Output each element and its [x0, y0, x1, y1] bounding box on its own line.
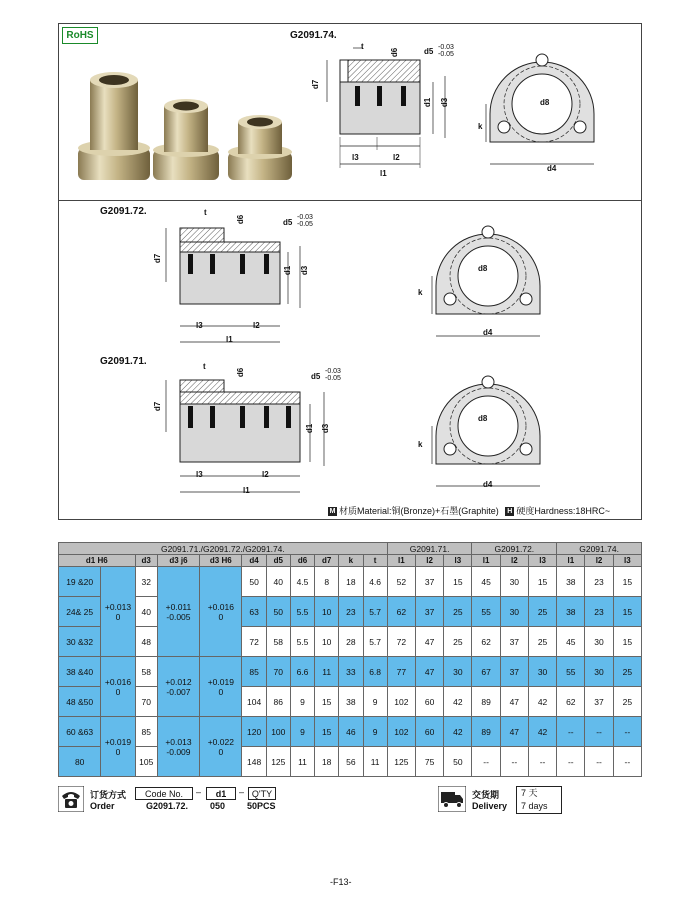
- cell-d1-tolerance: [101, 567, 135, 657]
- col-g72-l3: l3: [528, 555, 556, 567]
- table-row: [59, 717, 642, 747]
- cell-g71-l1: 125: [387, 747, 415, 777]
- dim-d7-g72: d7: [153, 253, 163, 264]
- delivery-days-en: 7 days: [521, 801, 548, 811]
- cell-d3: 58: [135, 657, 157, 687]
- cell-g72-l2: --: [500, 747, 528, 777]
- dim-d5-g72: d5: [283, 218, 293, 227]
- cell-g71-l1: 102: [387, 717, 415, 747]
- bushing-small-photo: [228, 115, 292, 180]
- spec-table-body: [59, 567, 642, 777]
- cell-d1-tolerance: [101, 657, 135, 717]
- cell-g72-l1: 89: [472, 717, 500, 747]
- cell-d1: 38 &40: [59, 657, 101, 687]
- cell-k: 38: [339, 687, 363, 717]
- cell-g71-l2: 37: [415, 567, 443, 597]
- cell-g71-l3: 30: [444, 657, 472, 687]
- dim-d6-g71: d6: [236, 367, 246, 378]
- material-h-icon: H: [507, 508, 513, 516]
- tol-upper: +0.012: [165, 676, 192, 687]
- cell-d6: 5.5: [290, 627, 314, 657]
- delivery-label-en: Delivery: [472, 801, 508, 811]
- cell-d4: 120: [242, 717, 266, 747]
- cell-g72-l3: --: [528, 747, 556, 777]
- order-dash-1: –: [196, 787, 202, 797]
- cell-g74-l1: 38: [557, 567, 585, 597]
- dim-d1-g71: d1: [305, 423, 315, 434]
- cell-g74-l2: --: [585, 717, 613, 747]
- cell-g72-l3: 15: [528, 567, 556, 597]
- cell-d3-h6-tolerance: [200, 717, 242, 777]
- dim-l2-g72: l2: [253, 321, 260, 330]
- dim-l3-g72: l3: [196, 321, 203, 330]
- cell-g71-l3: 42: [444, 687, 472, 717]
- cell-d1: 60 &63: [59, 717, 101, 747]
- dim-d6-g74: d6: [390, 47, 400, 58]
- cell-g71-l2: 47: [415, 627, 443, 657]
- cell-d5: 40: [266, 567, 290, 597]
- cell-k: 56: [339, 747, 363, 777]
- cell-g74-l2: 23: [585, 597, 613, 627]
- cell-g74-l3: 15: [613, 597, 641, 627]
- order-box-qty: Q'TY: [248, 787, 276, 800]
- cell-g71-l2: 47: [415, 657, 443, 687]
- cell-d3: 105: [135, 747, 157, 777]
- dim-d8-g74: d8: [540, 98, 550, 107]
- dim-k-g74: k: [478, 122, 483, 131]
- cell-k: 28: [339, 627, 363, 657]
- cell-d3-j6-tolerance: [157, 657, 199, 717]
- tol-upper: +0.019: [104, 736, 132, 747]
- col-d7: d7: [315, 555, 339, 567]
- tol-lower: 0: [115, 686, 121, 697]
- cell-g72-l1: 45: [472, 567, 500, 597]
- dim-l1-g71: l1: [243, 486, 250, 495]
- col-d5: d5: [266, 555, 290, 567]
- dim-d4-g71: d4: [483, 480, 493, 489]
- dim-l3-g71: l3: [196, 470, 203, 479]
- hardness-text: 硬度Hardness:18HRC~: [516, 506, 611, 516]
- cell-g72-l2: 37: [500, 627, 528, 657]
- product-photo: [68, 58, 308, 193]
- tol-upper-g72: -0.03: [297, 214, 313, 221]
- cell-d5: 125: [266, 747, 290, 777]
- dim-d3-g71: d3: [321, 423, 331, 434]
- cell-g74-l3: 15: [613, 627, 641, 657]
- cell-g72-l3: 42: [528, 687, 556, 717]
- tol-lower-g74: -0.05: [438, 51, 454, 58]
- cell-d5: 50: [266, 597, 290, 627]
- cell-d5: 86: [266, 687, 290, 717]
- cell-d4: 85: [242, 657, 266, 687]
- cell-d6: 6.6: [290, 657, 314, 687]
- drawing-code-g71: G2091.71.: [100, 356, 147, 367]
- cell-g72-l3: 25: [528, 597, 556, 627]
- cell-g74-l2: 30: [585, 657, 613, 687]
- cell-d3: 40: [135, 597, 157, 627]
- col-d3: d3: [135, 555, 157, 567]
- dim-d7-g74: d7: [311, 79, 321, 90]
- cell-d7: 18: [315, 747, 339, 777]
- cell-d4: 72: [242, 627, 266, 657]
- tol-upper: +0.016: [207, 601, 234, 612]
- bushing-medium-photo: [153, 99, 219, 180]
- cell-g74-l3: --: [613, 717, 641, 747]
- tol-upper: +0.016: [104, 676, 132, 687]
- table-row: [59, 567, 642, 597]
- cell-g71-l3: 50: [444, 747, 472, 777]
- cell-g72-l1: --: [472, 747, 500, 777]
- dim-d8-g71: d8: [478, 414, 488, 423]
- cell-d4: 63: [242, 597, 266, 627]
- order-example-d1: 050: [210, 801, 226, 811]
- col-g71-l2: l2: [415, 555, 443, 567]
- cell-g71-l3: 15: [444, 567, 472, 597]
- cell-g74-l3: 15: [613, 567, 641, 597]
- cell-t: 6.8: [363, 657, 387, 687]
- cell-d4: 50: [242, 567, 266, 597]
- cell-g72-l2: 37: [500, 657, 528, 687]
- table-row: [59, 597, 642, 627]
- section-drawing-g72: [160, 222, 335, 350]
- dim-t-g72: t: [204, 208, 207, 217]
- cell-g74-l3: --: [613, 747, 641, 777]
- cell-t: 11: [363, 747, 387, 777]
- cell-g72-l1: 89: [472, 687, 500, 717]
- order-example-code: G2091.72.: [146, 801, 189, 811]
- cell-d1: 30 &32: [59, 627, 101, 657]
- tol-lower: 0: [218, 611, 224, 622]
- dim-l1-g72: l1: [226, 335, 233, 344]
- cell-k: 33: [339, 657, 363, 687]
- cell-g71-l1: 52: [387, 567, 415, 597]
- cell-g74-l1: 45: [557, 627, 585, 657]
- cell-d3-j6-tolerance: [157, 717, 199, 777]
- col-g74-l3: l3: [613, 555, 641, 567]
- section-drawing-g74: [305, 42, 455, 182]
- dim-d7-g71: d7: [153, 401, 163, 412]
- tol-upper: +0.011: [165, 601, 192, 612]
- cell-g72-l1: 55: [472, 597, 500, 627]
- tol-lower: -0.005: [166, 611, 191, 622]
- dim-d6-g72: d6: [236, 214, 246, 225]
- group-header-g72: G2091.72.: [472, 543, 557, 555]
- tol-lower-g71: -0.05: [325, 375, 341, 382]
- cell-g72-l3: 30: [528, 657, 556, 687]
- cell-d6: 11: [290, 747, 314, 777]
- dim-l3-g74: l3: [352, 153, 359, 162]
- col-t: t: [363, 555, 387, 567]
- cell-g71-l1: 62: [387, 597, 415, 627]
- order-dash-2: –: [239, 787, 245, 797]
- dim-t-g71: t: [203, 362, 206, 371]
- spec-table: [58, 542, 642, 777]
- cell-g71-l2: 75: [415, 747, 443, 777]
- group-header-g74: G2091.74.: [557, 543, 642, 555]
- cell-d5: 70: [266, 657, 290, 687]
- dim-d5-g71: d5: [311, 372, 321, 381]
- order-label-en: Order: [90, 801, 115, 811]
- col-g72-l1: l1: [472, 555, 500, 567]
- cell-g71-l1: 72: [387, 627, 415, 657]
- col-g74-l1: l1: [557, 555, 585, 567]
- order-box-code: Code No.: [135, 787, 193, 800]
- col-g71-l3: l3: [444, 555, 472, 567]
- dim-d3-g74: d3: [440, 97, 450, 108]
- cell-g71-l1: 102: [387, 687, 415, 717]
- cell-d7: 15: [315, 687, 339, 717]
- cell-d1: 48 &50: [59, 687, 101, 717]
- dim-d1-g74: d1: [423, 97, 433, 108]
- dim-d4-g74: d4: [547, 164, 557, 173]
- cell-d4: 104: [242, 687, 266, 717]
- delivery-label-cn: 交货期: [472, 790, 500, 800]
- cell-g74-l3: 25: [613, 687, 641, 717]
- cell-g71-l3: 25: [444, 627, 472, 657]
- cell-g74-l1: 38: [557, 597, 585, 627]
- cell-g71-l3: 25: [444, 597, 472, 627]
- table-row: [59, 687, 642, 717]
- order-label-cn: 订货方式: [90, 790, 127, 800]
- dim-d5-g74: d5: [424, 47, 434, 56]
- tol-lower: 0: [115, 746, 121, 757]
- cell-d1: 24& 25: [59, 597, 101, 627]
- cell-d3-j6-tolerance: [157, 567, 199, 657]
- cell-g71-l2: 60: [415, 687, 443, 717]
- col-g74-l2: l2: [585, 555, 613, 567]
- page-number: -F13-: [330, 877, 352, 887]
- cell-d6: 4.5: [290, 567, 314, 597]
- tol-upper: +0.022: [207, 736, 234, 747]
- cell-g74-l2: 23: [585, 567, 613, 597]
- order-example-qty: 50PCS: [247, 801, 276, 811]
- cell-d1: 80: [59, 747, 101, 777]
- cell-d7: 10: [315, 597, 339, 627]
- col-k: k: [339, 555, 363, 567]
- tol-upper-g71: -0.03: [325, 368, 341, 375]
- cell-g72-l1: 62: [472, 627, 500, 657]
- cell-d6: 9: [290, 717, 314, 747]
- cell-t: 5.7: [363, 597, 387, 627]
- cell-g74-l1: 55: [557, 657, 585, 687]
- cell-g72-l2: 30: [500, 597, 528, 627]
- cell-d4: 148: [242, 747, 266, 777]
- group-header-g71: G2091.71.: [387, 543, 472, 555]
- col-g72-l2: l2: [500, 555, 528, 567]
- cell-d7: 15: [315, 717, 339, 747]
- cell-t: 9: [363, 687, 387, 717]
- col-d4: d4: [242, 555, 266, 567]
- cell-g72-l1: 67: [472, 657, 500, 687]
- cell-k: 23: [339, 597, 363, 627]
- cell-d3: 32: [135, 567, 157, 597]
- cell-d1-tolerance: [101, 717, 135, 777]
- dim-l2-g71: l2: [262, 470, 269, 479]
- col-g71-l1: l1: [387, 555, 415, 567]
- cell-g72-l3: 25: [528, 627, 556, 657]
- cell-k: 46: [339, 717, 363, 747]
- delivery-days-cn: 7 天: [521, 788, 538, 798]
- cell-d6: 9: [290, 687, 314, 717]
- cell-g74-l1: 62: [557, 687, 585, 717]
- group-header-main: G2091.71./G2091.72./G2091.74.: [59, 543, 388, 555]
- material-note: [328, 504, 610, 517]
- cell-k: 18: [339, 567, 363, 597]
- tol-upper: +0.013: [104, 601, 132, 612]
- cell-g74-l2: --: [585, 747, 613, 777]
- dim-d8-g72: d8: [478, 264, 488, 273]
- cell-g74-l1: --: [557, 747, 585, 777]
- cell-g74-l2: 30: [585, 627, 613, 657]
- cell-g71-l2: 60: [415, 717, 443, 747]
- drawing-code-g74: G2091.74.: [290, 30, 337, 41]
- dim-d1-g72: d1: [283, 265, 293, 276]
- flange-view-g74: [472, 42, 612, 182]
- cell-d7: 11: [315, 657, 339, 687]
- dim-k-g71: k: [418, 440, 423, 449]
- bushing-large-photo: [78, 72, 150, 180]
- cell-t: 4.6: [363, 567, 387, 597]
- cell-g71-l2: 37: [415, 597, 443, 627]
- cell-d3: 85: [135, 717, 157, 747]
- tol-lower: 0: [218, 686, 224, 697]
- cell-d3-h6-tolerance: [200, 567, 242, 657]
- dim-d4-g72: d4: [483, 328, 493, 337]
- cell-g72-l3: 42: [528, 717, 556, 747]
- tol-upper: +0.013: [165, 736, 192, 747]
- order-box-d1: d1: [206, 787, 236, 800]
- cell-g72-l2: 30: [500, 567, 528, 597]
- tol-upper: +0.019: [207, 676, 234, 687]
- cell-d1: 19 &20: [59, 567, 101, 597]
- tol-lower: 0: [115, 611, 121, 622]
- cell-g74-l1: --: [557, 717, 585, 747]
- tol-upper-g74: -0.03: [438, 44, 454, 51]
- truck-icon: [438, 786, 466, 812]
- cell-d3: 70: [135, 687, 157, 717]
- cell-g72-l2: 47: [500, 687, 528, 717]
- dim-l1-g74: l1: [380, 169, 387, 178]
- col-d6: d6: [290, 555, 314, 567]
- cell-g71-l3: 42: [444, 717, 472, 747]
- tol-lower: -0.009: [166, 746, 191, 757]
- cell-d5: 58: [266, 627, 290, 657]
- cell-d7: 8: [315, 567, 339, 597]
- drawing-divider: [58, 200, 642, 201]
- cell-t: 5.7: [363, 627, 387, 657]
- cell-g72-l2: 47: [500, 717, 528, 747]
- cell-d6: 5.5: [290, 597, 314, 627]
- cell-g74-l2: 37: [585, 687, 613, 717]
- cell-d7: 10: [315, 627, 339, 657]
- tol-lower: -0.007: [166, 686, 191, 697]
- drawing-code-g72: G2091.72.: [100, 206, 147, 217]
- cell-d5: 100: [266, 717, 290, 747]
- dim-t-g74: t: [361, 42, 364, 51]
- cell-d3: 48: [135, 627, 157, 657]
- table-row: [59, 747, 642, 777]
- delivery-box: [516, 786, 562, 814]
- cell-d3-h6-tolerance: [200, 657, 242, 717]
- tol-lower-g72: -0.05: [297, 221, 313, 228]
- col-d3-j6: d3 j6: [157, 555, 199, 567]
- dim-d3-g72: d3: [300, 265, 310, 276]
- dim-l2-g74: l2: [393, 153, 400, 162]
- cell-t: 9: [363, 717, 387, 747]
- rohs-badge: RoHS: [62, 27, 98, 44]
- material-text: 材质Material:铜(Bronze)+石墨(Graphite): [339, 506, 499, 516]
- table-row: [59, 657, 642, 687]
- col-d1: d1 H6: [59, 555, 136, 567]
- col-d3-h6: d3 H6: [200, 555, 242, 567]
- cell-g74-l3: 25: [613, 657, 641, 687]
- telephone-icon: [58, 786, 84, 812]
- cell-g71-l1: 77: [387, 657, 415, 687]
- tol-lower: 0: [218, 746, 224, 757]
- material-m-icon: M: [329, 508, 336, 516]
- dim-k-g72: k: [418, 288, 423, 297]
- section-drawing-g71: [160, 372, 340, 500]
- table-row: [59, 627, 642, 657]
